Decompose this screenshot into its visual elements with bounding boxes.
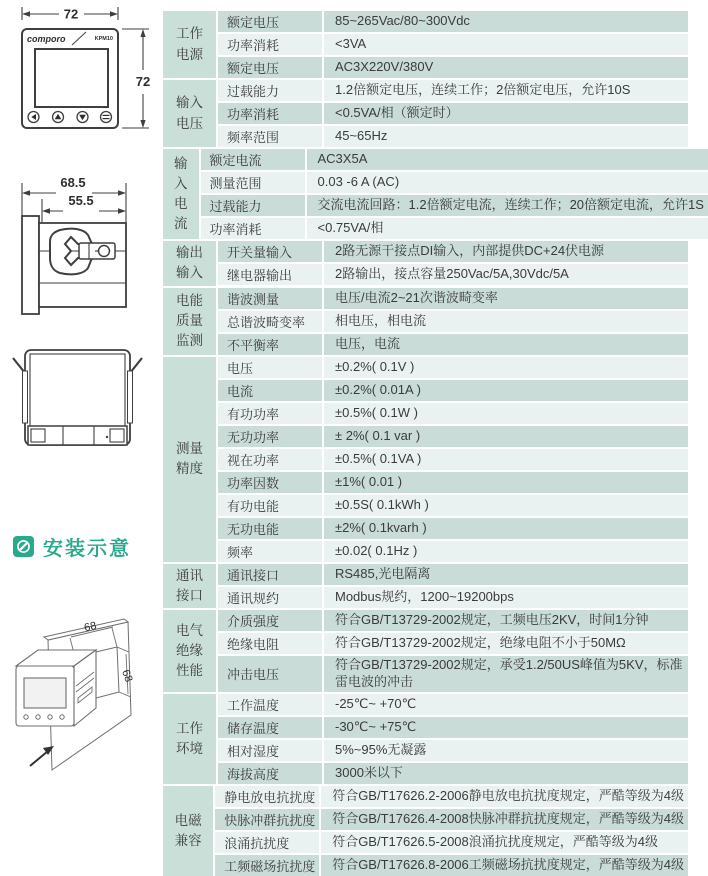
param-cell: 冲击电压	[218, 656, 322, 692]
spec-row	[218, 264, 688, 285]
category-cell: 工作环境	[163, 694, 216, 784]
spec-row	[218, 334, 688, 355]
param-cell: 静电放电抗扰度	[215, 786, 319, 807]
param-cell: 不平衡率	[218, 334, 322, 355]
value-cell: -25℃~ +70℃	[324, 694, 688, 715]
value-cell: AC3X220V/380V	[324, 57, 688, 78]
category-cell: 通讯接口	[163, 564, 216, 609]
param-cell: 相对湿度	[218, 740, 322, 761]
left-rail	[23, 371, 28, 423]
value-cell: Modbus规约，1200~19200bps	[324, 587, 688, 608]
spec-row	[218, 610, 688, 631]
value-cell: 符合GB/T17626.2-2006静电放电抗扰度规定，严酷等级为4级	[321, 786, 688, 807]
value-cell: <0.5VA/相（额定时）	[324, 103, 688, 124]
brand-logo: comporo	[27, 34, 66, 44]
spec-row	[218, 357, 688, 378]
param-cell: 通讯接口	[218, 564, 322, 585]
side-body-dim: 55.5	[68, 193, 94, 208]
value-cell: 符合GB/T13729-2002规定，承受1.2/50US峰值为5KV，标准雷电波的冲击	[324, 656, 688, 692]
param-cell: 功率消耗	[218, 103, 322, 124]
param-cell: 过载能力	[218, 80, 322, 101]
param-cell: 工频磁场抗扰度	[215, 855, 319, 876]
param-cell: 额定电流	[201, 149, 305, 170]
section-rows	[218, 241, 688, 286]
category-cell: 电磁兼容	[163, 786, 213, 876]
spec-row	[201, 172, 708, 193]
value-cell: ±0.5%( 0.1W )	[324, 403, 688, 424]
value-cell: RS485,光电隔离	[324, 564, 688, 585]
value-cell: 3000米以下	[324, 763, 688, 784]
menu-button	[101, 112, 112, 123]
value-cell: 符合GB/T17626.8-2006工频磁场抗扰度规定，严酷等级为4级	[321, 855, 688, 876]
spec-table	[163, 11, 704, 876]
param-cell: 测量范围	[201, 172, 305, 193]
param-cell: 无功电能	[218, 518, 322, 539]
spec-row	[218, 564, 688, 585]
spec-section-4	[163, 288, 688, 355]
spec-row	[218, 288, 688, 309]
spec-row	[218, 541, 688, 562]
spec-row	[218, 763, 688, 784]
cutout-height-dim: 68	[119, 668, 135, 684]
param-cell: 浪涌抗扰度	[215, 832, 319, 853]
param-cell: 工作温度	[218, 694, 322, 715]
param-cell: 无功功率	[218, 426, 322, 447]
category-cell: 测量精度	[163, 357, 216, 562]
section-rows	[218, 694, 688, 784]
meter-screen-small	[24, 678, 66, 708]
spec-section-5	[163, 357, 688, 562]
param-cell: 介质强度	[218, 610, 322, 631]
spec-section-3	[163, 241, 688, 286]
param-cell: 谐波测量	[218, 288, 322, 309]
section-rows	[201, 149, 708, 239]
value-cell: ± 2%( 0.1 var )	[324, 426, 688, 447]
value-cell: ±0.5%( 0.1VA )	[324, 449, 688, 470]
side-overall-dim: 68.5	[60, 175, 86, 190]
category-cell: 电能质量监测	[163, 288, 216, 355]
value-cell: ±0.5S( 0.1kWh )	[324, 495, 688, 516]
side-front-bezel	[22, 216, 39, 314]
value-cell: 45~65Hz	[324, 126, 688, 147]
spec-row	[218, 311, 688, 332]
param-cell: 总谐波畸变率	[218, 311, 322, 332]
front-view-drawing	[0, 0, 163, 166]
param-cell: 过载能力	[201, 195, 305, 216]
rear-view-drawing	[0, 333, 163, 488]
spec-row	[201, 149, 708, 170]
value-cell: 0.03 -6 A (AC)	[307, 172, 708, 193]
spec-row	[215, 855, 688, 876]
section-rows	[215, 786, 688, 876]
spec-row	[218, 11, 688, 32]
latch-screw	[99, 246, 110, 257]
meter-screen	[35, 49, 108, 107]
value-cell: 符合GB/T13729-2002规定，绝缘电阻不小于50MΩ	[324, 633, 688, 654]
param-cell: 有功功率	[218, 403, 322, 424]
spec-row	[218, 403, 688, 424]
front-width-dim: 72	[63, 6, 79, 22]
value-cell: 85~265Vac/80~300Vdc	[324, 11, 688, 32]
param-cell: 视在功率	[218, 449, 322, 470]
value-cell: ±1%( 0.01 )	[324, 472, 688, 493]
value-cell: 相电压，相电流	[324, 311, 688, 332]
param-cell: 快脉冲群抗扰度	[215, 809, 319, 830]
value-cell: AC3X5A	[307, 149, 708, 170]
spec-row	[218, 495, 688, 516]
drawings-column	[0, 0, 163, 807]
spec-row	[201, 195, 708, 216]
front-height-dim: 72	[135, 74, 151, 89]
param-cell: 电压	[218, 357, 322, 378]
param-cell: 频率范围	[218, 126, 322, 147]
spec-section-2	[163, 149, 704, 239]
spec-row	[218, 740, 688, 761]
param-cell: 额定电压	[218, 11, 322, 32]
spec-row	[215, 832, 688, 853]
spec-row	[218, 587, 688, 608]
value-cell: ±0.2%( 0.01A )	[324, 380, 688, 401]
spec-row	[218, 633, 688, 654]
value-cell: <0.75VA/相	[307, 218, 708, 239]
spec-row	[218, 426, 688, 447]
spec-row	[218, 694, 688, 715]
spec-row	[218, 717, 688, 738]
value-cell: 1.2倍额定电压，连续工作；2倍额定电压，允许10S	[324, 80, 688, 101]
section-rows	[218, 80, 688, 147]
param-cell: 通讯规约	[218, 587, 322, 608]
insert-arrow	[30, 751, 48, 766]
value-cell: 5%~95%无凝露	[324, 740, 688, 761]
param-cell: 海拔高度	[218, 763, 322, 784]
installation-heading-label: 安装示意	[43, 538, 131, 560]
param-cell: 额定电压	[218, 57, 322, 78]
installation-heading	[13, 532, 131, 561]
spec-section-0	[163, 11, 688, 78]
value-cell: 符合GB/T17626.5-2008浪涌抗扰度规定，严酷等级为4级	[321, 832, 688, 853]
value-cell: 交流电流回路：1.2倍额定电流，连续工作；20倍额定电流，允许1S	[307, 195, 708, 216]
category-cell: 工作电源	[163, 11, 216, 78]
param-cell: 绝缘电阻	[218, 633, 322, 654]
spec-section-6	[163, 564, 688, 609]
spec-row	[201, 218, 708, 239]
param-cell: 频率	[218, 541, 322, 562]
value-cell: 电压，电流	[324, 334, 688, 355]
spec-row	[218, 103, 688, 124]
spec-row	[218, 80, 688, 101]
spec-row	[218, 241, 688, 262]
section-rows	[218, 610, 688, 692]
value-cell: 电压/电流2~21次谐波畸变率	[324, 288, 688, 309]
spec-section-9	[163, 786, 688, 876]
param-cell: 开关量输入	[218, 241, 322, 262]
param-cell: 储存温度	[218, 717, 322, 738]
spec-row	[218, 380, 688, 401]
spec-row	[218, 57, 688, 78]
spec-row	[218, 126, 688, 147]
section-rows	[218, 288, 688, 355]
value-cell: ±2%( 0.1kvarh )	[324, 518, 688, 539]
param-cell: 功率消耗	[201, 218, 305, 239]
spec-section-7	[163, 610, 688, 692]
spec-row	[218, 34, 688, 55]
category-cell: 输出输入	[163, 241, 216, 286]
spec-section-1	[163, 80, 688, 147]
spec-section-8	[163, 694, 688, 784]
value-cell: ±0.02( 0.1Hz )	[324, 541, 688, 562]
spec-row	[218, 472, 688, 493]
value-cell: <3VA	[324, 34, 688, 55]
category-cell: 电气绝缘性能	[163, 610, 216, 692]
installation-icon	[13, 536, 34, 557]
model-label: KPM10	[94, 36, 113, 42]
param-cell: 功率因数	[218, 472, 322, 493]
value-cell: 符合GB/T13729-2002规定，工频电压2KV，时间1分钟	[324, 610, 688, 631]
category-cell: 输入电压	[163, 80, 216, 147]
spec-row	[218, 656, 688, 692]
section-rows	[218, 564, 688, 609]
value-cell: 符合GB/T17626.4-2008快脉冲群抗扰度规定，严酷等级为4级	[321, 809, 688, 830]
installation-drawing	[0, 600, 163, 807]
param-cell: 有功电能	[218, 495, 322, 516]
spec-row	[215, 786, 688, 807]
param-cell: 继电器输出	[218, 264, 322, 285]
side-view-drawing	[0, 172, 163, 324]
value-cell: ±0.2%( 0.1V )	[324, 357, 688, 378]
spec-row	[215, 809, 688, 830]
section-rows	[218, 11, 688, 78]
cutout-width-dim: 68	[83, 619, 98, 635]
param-cell: 功率消耗	[218, 34, 322, 55]
right-rail	[128, 371, 133, 423]
spec-row	[218, 449, 688, 470]
value-cell: -30℃~ +75℃	[324, 717, 688, 738]
value-cell: 2路无源干接点DI输入，内部提供DC+24伏电源	[324, 241, 688, 262]
param-cell: 电流	[218, 380, 322, 401]
section-rows	[218, 357, 688, 562]
dim-arrow	[22, 11, 30, 16]
category-cell: 输入电流	[163, 149, 199, 239]
value-cell: 2路输出，接点容量250Vac/5A,30Vdc/5A	[324, 264, 688, 285]
spec-row	[218, 518, 688, 539]
